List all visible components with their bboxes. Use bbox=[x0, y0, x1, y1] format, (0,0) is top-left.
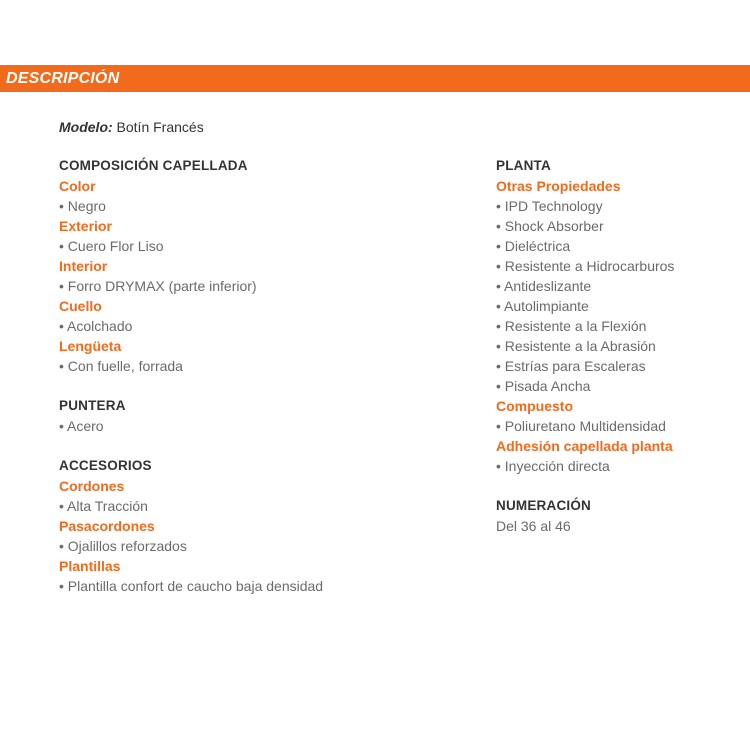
list-item: • Resistente a Hidrocarburos bbox=[496, 258, 675, 274]
group-label: Exterior bbox=[59, 218, 112, 234]
right-column bbox=[496, 156, 746, 536]
list-item: • Negro bbox=[59, 198, 106, 214]
list-item: • Cuero Flor Liso bbox=[59, 238, 164, 254]
list-item: • Dieléctrica bbox=[496, 238, 571, 254]
group-label: Adhesión capellada planta bbox=[496, 438, 673, 454]
spacer bbox=[59, 436, 379, 456]
group-label: Pasacordones bbox=[59, 518, 155, 534]
list-item: • Resistente a la Abrasión bbox=[496, 338, 656, 354]
spacer bbox=[59, 376, 379, 396]
group-label: Cuello bbox=[59, 298, 102, 314]
list-item: • Pisada Ancha bbox=[496, 378, 591, 394]
list-item: • Estrías para Escaleras bbox=[496, 358, 646, 374]
section-title-composicion: COMPOSICIÓN CAPELLADA bbox=[59, 158, 248, 173]
group-label: Otras Propiedades bbox=[496, 178, 621, 194]
list-item: • Con fuelle, forrada bbox=[59, 358, 183, 374]
list-item: • Resistente a la Flexión bbox=[496, 318, 647, 334]
list-item: • Ojalillos reforzados bbox=[59, 538, 187, 554]
list-item: • Alta Tracción bbox=[59, 498, 148, 514]
group-label: Lengüeta bbox=[59, 338, 122, 354]
model-line bbox=[59, 117, 204, 137]
list-item: • Plantilla confort de caucho baja densidad bbox=[59, 578, 324, 594]
group-label: Interior bbox=[59, 258, 108, 274]
list-item: • Forro DRYMAX (parte inferior) bbox=[59, 278, 257, 294]
group-label: Cordones bbox=[59, 478, 125, 494]
list-item: • IPD Technology bbox=[496, 198, 603, 214]
list-item: • Acero bbox=[59, 418, 104, 434]
list-item: • Autolimpiante bbox=[496, 298, 589, 314]
section-title-planta: PLANTA bbox=[496, 158, 551, 173]
model-label: Modelo: bbox=[59, 119, 113, 135]
list-item: • Shock Absorber bbox=[496, 218, 604, 234]
size-range: Del 36 al 46 bbox=[496, 518, 571, 534]
left-column bbox=[59, 156, 379, 596]
list-item: • Poliuretano Multidensidad bbox=[496, 418, 666, 434]
group-label: Color bbox=[59, 178, 96, 194]
spacer bbox=[496, 476, 746, 496]
description-title: DESCRIPCIÓN bbox=[6, 70, 120, 87]
list-item: • Antideslizante bbox=[496, 278, 592, 294]
section-title-accesorios: ACCESORIOS bbox=[59, 458, 152, 473]
model-value: Botín Francés bbox=[116, 119, 204, 135]
group-label: Compuesto bbox=[496, 398, 573, 414]
section-title-numeracion: NUMERACIÓN bbox=[496, 498, 591, 513]
group-label: Plantillas bbox=[59, 558, 121, 574]
list-item: • Inyección directa bbox=[496, 458, 610, 474]
section-title-puntera: PUNTERA bbox=[59, 398, 126, 413]
description-banner bbox=[0, 65, 750, 92]
list-item: • Acolchado bbox=[59, 318, 133, 334]
